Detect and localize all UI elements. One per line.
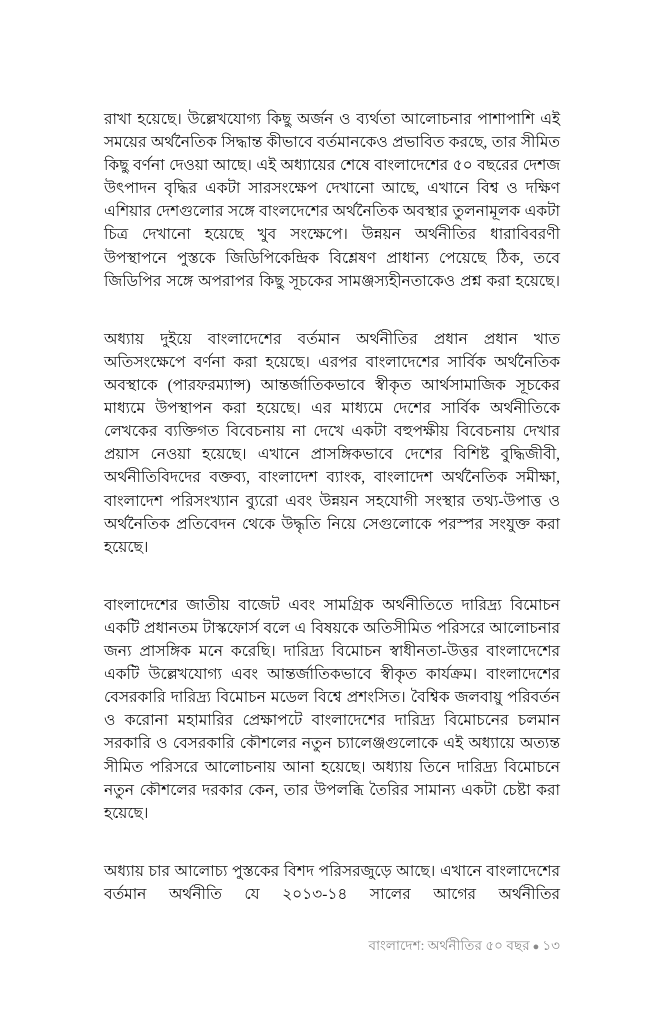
footer-separator-bullet: ● xyxy=(532,940,540,953)
body-paragraph-1: রাখা হয়েছে। উল্লেখযোগ্য কিছু অর্জন ও ব্যর্থতা আলোচনার পাশাপাশি এই সময়ের অর্থনৈতিক সিদ্ধান্ত কীভাবে বর্তমানকেও প্রভাবিত করছে, তার সীমিত কিছু বর্ণনা দেওয়া আছে। এই অধ্যায়ের শেষে বাংলাদেশের ৫০ বছরের দেশজ উৎপাদন বৃদ্ধির একটা সারসংক্ষেপ দেখানো আছে, এখানে বিশ্ব ও দক্ষিণ এশিয়ার দেশগুলোর সঙ্গে বাংলদেশের অর্থনৈতিক অবস্থার তুলনামূলক একটা চিত্র দেখানো হয়েছে খুব সংক্ষেপে। উন্নয়ন অর্থনীতির ধারাবিবরণী উপস্থাপনে পুস্তকে জিডিপিকেন্দ্রিক বিশ্লেষণ প্রাধান্য পেয়েছে ঠিক, তবে জিডিপির সঙ্গে অপরাপর কিছু সূচকের সামঞ্জস্যহীনতাকেও প্রশ্ন করা হয়েছে। xyxy=(104,111,560,290)
page-footer xyxy=(104,936,560,957)
body-paragraph-4: অধ্যায় চার আলোচ্য পুস্তকের বিশদ পরিসরজুড়ে আছে। এখানে বাংলাদেশের বর্তমান অর্থনীতি যে ২০১৩-১৪ সালের আগের অর্থনীতির xyxy=(104,862,560,903)
footer-page-number: ১৩ xyxy=(542,938,560,953)
body-paragraph-3: বাংলাদেশের জাতীয় বাজেট এবং সামগ্রিক অর্থনীতিতে দারিদ্র্য বিমোচন একটি প্রধানতম টাস্কফোর্স বলে এ বিষয়কে অতিসীমিত পরিসরে আলোচনার জন্য প্রাসঙ্গিক মনে করেছি। দারিদ্র্য বিমোচন স্বাধীনতা-উত্তর বাংলাদেশের একটি উল্লেখযোগ্য এবং আন্তর্জাতিকভাবে স্বীকৃত কার্যক্রম। বাংলাদেশের বেসরকারি দারিদ্র্য বিমোচন মডেল বিশ্বে প্রশংসিত। বৈশ্বিক জলবায়ু পরিবর্তন ও করোনা মহামারির প্রেক্ষাপটে বাংলাদেশের দারিদ্র্য বিমোচনের চলমান সরকারি ও বেসরকারি কৌশলের নতুন চ্যালেঞ্জগুলোকে এই অধ্যায়ে অত্যন্ত সীমিত পরিসরে আলোচনায় আনা হয়েছে। অধ্যায় তিনে দারিদ্র্য বিমোচনে নতুন কৌশলের দরকার কেন, তার উপলব্ধি তৈরির সামান্য একটা চেষ্টা করা হয়েছে। xyxy=(104,596,560,822)
body-paragraph-2: অধ্যায় দুইয়ে বাংলাদেশের বর্তমান অর্থনীতির প্রধান প্রধান খাত অতিসংক্ষেপে বর্ণনা করা হয়েছে। এরপর বাংলাদেশের সার্বিক অর্থনৈতিক অবস্থাকে (পারফরম্যান্স) আন্তর্জাতিকভাবে স্বীকৃত আর্থসামাজিক সূচকের মাধ্যমে উপস্থাপন করা হয়েছে। এর মাধ্যমে দেশের সার্বিক অর্থনীতিকে লেখকের ব্যক্তিগত বিবেচনায় না দেখে একটা বহুপক্ষীয় বিবেচনায় দেখার প্রয়াস নেওয়া হয়েছে। এখানে প্রাসঙ্গিকভাবে দেশের বিশিষ্ট বুদ্ধিজীবী, অর্থনীতিবিদদের বক্তব্য, বাংলাদেশ ব্যাংক, বাংলাদেশ অর্থনৈতিক সমীক্ষা, বাংলাদেশ পরিসংখ্যান ব্যুরো এবং উন্নয়ন সহযোগী সংস্থার তথ্য-উপাত্ত ও অর্থনৈতিক প্রতিবেদন থেকে উদ্ধৃতি নিয়ে সেগুলোকে পরস্পর সংযুক্ত করা হয়েছে। xyxy=(104,330,560,556)
footer-book-title: বাংলাদেশ: অর্থনীতির ৫০ বছর xyxy=(368,938,530,953)
page-text-body xyxy=(104,108,560,929)
